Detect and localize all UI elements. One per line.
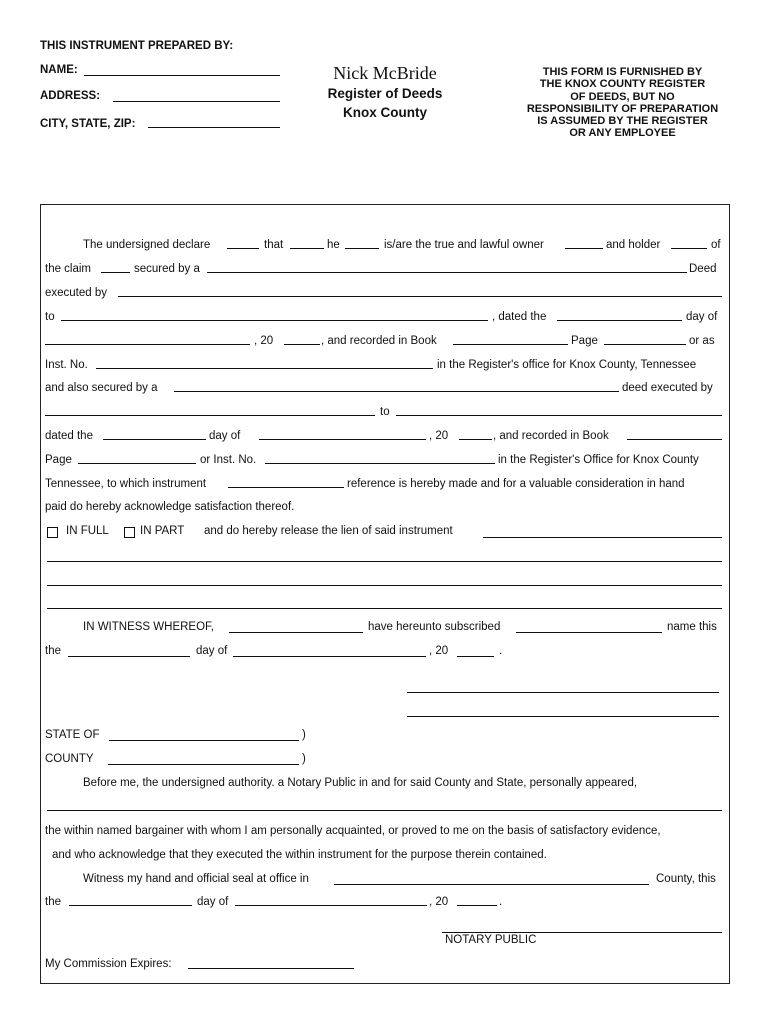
registers-office-text: in the Register's office for Knox County, Tennessee — [437, 359, 697, 371]
witness-period: . — [499, 645, 503, 657]
office-county-blank[interactable] — [334, 884, 649, 885]
second-deed-blank[interactable] — [174, 391, 619, 392]
in-part-checkbox[interactable] — [124, 527, 135, 538]
county-name: Knox County — [343, 105, 427, 120]
undersigned-text: The undersigned declare — [83, 239, 211, 251]
name-label: NAME: — [40, 64, 78, 76]
witness-name-blank[interactable] — [229, 632, 363, 633]
witness-day-blank[interactable] — [68, 656, 190, 657]
disclaimer-line: IS ASSUMED BY THE REGISTER — [537, 115, 708, 128]
address-field[interactable] — [113, 101, 280, 102]
page-blank-2[interactable] — [78, 463, 196, 464]
disclaimer-line: RESPONSIBILITY OF PREPARATION — [526, 102, 719, 115]
the-claim-text: the claim — [45, 263, 92, 275]
year-prefix-text-2: , 20 — [429, 430, 449, 442]
notary-month-blank[interactable] — [235, 905, 427, 906]
page-blank[interactable] — [604, 344, 686, 345]
in-witness-text: IN WITNESS WHEREOF, — [83, 621, 214, 633]
county-label: COUNTY — [45, 753, 94, 765]
release-blank[interactable] — [483, 537, 722, 538]
to-text: to — [45, 311, 55, 323]
notary-public-label: NOTARY PUBLIC — [445, 934, 537, 946]
witness-year-prefix: , 20 — [429, 645, 449, 657]
tennessee-instrument-text: Tennessee, to which instrument — [45, 478, 207, 490]
acknowledge-text: and who acknowledge that they executed the within instrument for the purpose therein contained. — [52, 849, 547, 861]
reference-text: reference is hereby made and for a valuable consideration in hand — [347, 478, 685, 490]
signature-line-1[interactable] — [407, 692, 719, 693]
deed-text: Deed — [689, 263, 717, 275]
declare-blank[interactable] — [227, 248, 259, 249]
witness-day-of-text: day of — [196, 645, 228, 657]
notary-day-blank[interactable] — [69, 905, 192, 906]
dated-day-blank[interactable] — [557, 320, 682, 321]
before-me-text: Before me, the undersigned authority. a Notary Public in and for said County and State, personally appeared, — [83, 777, 638, 789]
witness-hand-text: Witness my hand and official seal at office in — [83, 873, 309, 885]
page-text: Page — [571, 335, 598, 347]
county-blank[interactable] — [108, 764, 299, 765]
register-name: Nick McBride — [333, 63, 437, 83]
true-owner-text: is/are the true and lawful owner — [384, 239, 544, 251]
owner-blank[interactable] — [565, 248, 603, 249]
city-state-zip-field[interactable] — [148, 127, 280, 128]
signature-line-2[interactable] — [407, 716, 719, 717]
disclaimer-line: THE KNOX COUNTY REGISTER — [539, 78, 706, 91]
notary-year-blank[interactable] — [457, 905, 497, 906]
claim-blank[interactable] — [101, 272, 130, 273]
holder-blank[interactable] — [671, 248, 707, 249]
register-title: Register of Deeds — [327, 86, 443, 101]
release-text: and do hereby release the lien of said instrument — [204, 525, 453, 537]
recorded-book-text: , and recorded in Book — [321, 335, 437, 347]
disclaimer — [505, 66, 740, 140]
within-named-text: the within named bargainer with whom I am personally acquainted, or proved to me on the basis of satisfactory evidence, — [45, 825, 661, 837]
day-of-text: day of — [686, 311, 718, 323]
disclaimer-line: OR ANY EMPLOYEE — [569, 127, 676, 140]
month-blank[interactable] — [45, 344, 250, 345]
county-this-text: County, this — [656, 873, 716, 885]
witness-year-blank[interactable] — [457, 656, 494, 657]
disclaimer-line: OF DEEDS, BUT NO — [570, 90, 675, 103]
notary-signature-line[interactable] — [442, 932, 722, 933]
grantee-blank[interactable] — [61, 320, 488, 321]
executed-by-text: executed by — [45, 287, 108, 299]
executed-by-blank[interactable] — [118, 296, 722, 297]
year-blank-2[interactable] — [459, 439, 492, 440]
state-paren: ) — [302, 729, 306, 741]
name-this-text: name this — [667, 621, 717, 633]
inst-no-blank-2[interactable] — [265, 463, 495, 464]
county-paren: ) — [302, 753, 306, 765]
he-blank[interactable] — [345, 248, 379, 249]
or-as-text: or as — [689, 335, 715, 347]
inst-no-text: Inst. No. — [45, 359, 88, 371]
and-holder-text: and holder — [606, 239, 661, 251]
disclaimer-line: THIS FORM IS FURNISHED BY — [542, 66, 703, 78]
to-text-2: to — [380, 406, 390, 418]
inst-no-blank[interactable] — [96, 368, 433, 369]
in-full-checkbox[interactable] — [47, 527, 58, 538]
witness-month-blank[interactable] — [233, 656, 426, 657]
commission-blank[interactable] — [188, 968, 354, 969]
second-grantor-blank[interactable] — [45, 415, 375, 416]
dated-the-text-2: dated the — [45, 430, 93, 442]
name-field[interactable] — [84, 75, 280, 76]
book-blank-2[interactable] — [627, 439, 722, 440]
notary-year-prefix: , 20 — [429, 896, 449, 908]
the-text: the — [45, 645, 61, 657]
dated-day-blank-2[interactable] — [103, 439, 206, 440]
instrument-blank[interactable] — [228, 487, 344, 488]
year-blank[interactable] — [284, 344, 320, 345]
recorded-book-text-2: , and recorded in Book — [493, 430, 609, 442]
deed-executed-by-text: deed executed by — [622, 382, 713, 394]
release-line-3[interactable] — [47, 608, 722, 609]
in-full-label: IN FULL — [66, 525, 109, 537]
year-prefix-text: , 20 — [254, 335, 274, 347]
state-blank[interactable] — [109, 740, 299, 741]
book-blank[interactable] — [453, 344, 568, 345]
subscribed-blank[interactable] — [516, 632, 662, 633]
city-state-zip-label: CITY, STATE, ZIP: — [40, 118, 136, 130]
prepared-by-label: THIS INSTRUMENT PREPARED BY: — [40, 40, 234, 52]
notary-the-text: the — [45, 896, 61, 908]
of-text: of — [711, 239, 721, 251]
registers-office-text-2: in the Register's Office for Knox County — [498, 454, 699, 466]
in-part-label: IN PART — [140, 525, 185, 537]
day-of-text-2: day of — [209, 430, 241, 442]
he-text: he — [327, 239, 340, 251]
that-text: that — [264, 239, 284, 251]
form-frame — [40, 204, 730, 984]
notary-period: . — [499, 896, 503, 908]
or-inst-no-text: or Inst. No. — [200, 454, 257, 466]
subscribed-text: have hereunto subscribed — [368, 621, 501, 633]
second-grantee-blank[interactable] — [396, 415, 722, 416]
release-line-1[interactable] — [47, 561, 722, 562]
dated-the-text: , dated the — [492, 311, 547, 323]
secured-by-text: secured by a — [134, 263, 200, 275]
that-blank[interactable] — [290, 248, 324, 249]
state-of-label: STATE OF — [45, 729, 100, 741]
page-text-2: Page — [45, 454, 72, 466]
deed-type-blank[interactable] — [207, 272, 687, 273]
paid-text: paid do hereby acknowledge satisfaction thereof. — [45, 501, 295, 513]
also-secured-text: and also secured by a — [45, 382, 158, 394]
notary-day-of-text: day of — [197, 896, 229, 908]
commission-label: My Commission Expires: — [45, 958, 172, 970]
appeared-blank[interactable] — [47, 810, 722, 811]
release-line-2[interactable] — [47, 585, 722, 586]
month-blank-2[interactable] — [259, 439, 426, 440]
address-label: ADDRESS: — [40, 90, 101, 102]
